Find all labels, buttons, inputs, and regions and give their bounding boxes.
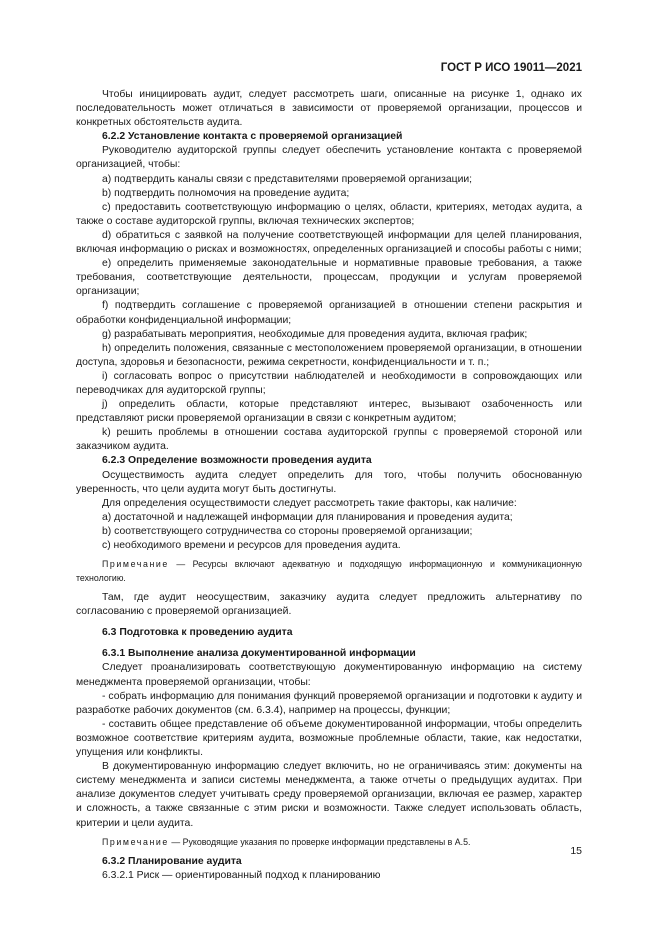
list-item: c) предоставить соответствующую информацию о целях, области, критериях, методах аудита, а также о составе аудиторской группы, включая технических экспертов; <box>76 201 582 227</box>
section-heading: 6.3.2 Планирование аудита <box>102 856 242 868</box>
list-item: b) подтвердить полномочия на проведение аудита; <box>102 187 350 199</box>
list-item: b) соответствующего сотрудничества со стороны проверяемой организации; <box>102 525 473 537</box>
spacer <box>76 619 582 626</box>
document-header: ГОСТ Р ИСО 19011—2021 <box>440 62 582 74</box>
paragraph: Там, где аудит неосуществим, заказчику аудита следует предложить альтернативу по согласованию с проверяемой организацией. <box>76 592 582 618</box>
list-item: i) согласовать вопрос о присутствии наблюдателей и необходимости в сопровождающих или переводчиках для аудиторской группы; <box>76 370 582 396</box>
page-number: 15 <box>570 845 582 857</box>
list-item: - составить общее представление об объеме документированной информации, чтобы определить возможное соответствие критериям аудита, возможные проблемные области, такие, как недостатки, упущения или конфликты. <box>76 718 582 759</box>
note-paragraph <box>76 558 582 585</box>
list-item: e) определить применяемые законодательные и нормативные правовые требования, а также требования, соответствующие деятельности, процессам, продукции и услугам проверяемой организации; <box>76 258 582 298</box>
list-item: f) подтвердить соглашение с проверяемой организацией в отношении степени раскрытия и обработки конфиденциальной информации; <box>76 300 582 326</box>
section-heading: 6.3 Подготовка к проведению аудита <box>102 627 293 639</box>
paragraph: Осуществимость аудита следует определить для того, чтобы получить обоснованную уверенность, что цели аудита могут быть достигнуты. <box>76 469 582 495</box>
section-heading: 6.2.3 Определение возможности проведения аудита <box>102 455 372 467</box>
list-item: c) необходимого времени и ресурсов для проведения аудита. <box>102 540 401 551</box>
paragraph: В документированную информацию следует включить, но не ограничиваясь этим: документы на систему менеджмента и записи системы менеджмента, а также отчеты о предыдущих аудитах. При анализе документов следует учитывать среду проверяемой организации, включая ее размер, характер и сложность, а также связанные с этим риски и возможности. Также следует использовать область, критерии и цели аудита. <box>76 761 582 829</box>
paragraph: Руководителю аудиторской группы следует обеспечить установление контакта с проверяемой организацией, чтобы: <box>76 145 582 171</box>
list-item: a) подтвердить каналы связи с представителями проверяемой организации; <box>102 173 473 185</box>
list-item: h) определить положения, связанные с местоположением проверяемой организации, в отношении доступа, здоровья и безопасности, режима секретности, конфиденциальности и т. п.; <box>76 342 582 368</box>
list-item: k) решить проблемы в отношении состава аудиторской группы с проверяемой стороной или заказчиком аудита. <box>76 427 582 453</box>
document-body <box>76 88 582 883</box>
paragraph: Для определения осуществимости следует рассмотреть такие факторы, как наличие: <box>102 497 517 509</box>
section-heading: 6.2.2 Установление контакта с проверяемой организацией <box>102 131 403 143</box>
list-item: a) достаточной и надлежащей информации для планирования и проведения аудита; <box>102 511 513 523</box>
paragraph: 6.3.2.1 Риск — ориентированный подход к планированию <box>102 870 381 882</box>
spacer <box>76 640 582 647</box>
list-item: d) обратиться с заявкой на получение соответствующей информации для целей планирования, включая информацию о рисках и возможностях, определенных организацией и способы работы с ними; <box>76 229 582 256</box>
section-heading: 6.3.1 Выполнение анализа документированной информации <box>102 648 416 660</box>
list-item: j) определить области, которые представляют интерес, вызывают озабоченность или представляют риски проверяемой организации в связи с конкретным аудитом; <box>76 399 582 425</box>
note-label: Примечание <box>102 836 169 847</box>
note-paragraph <box>76 836 582 850</box>
note-text: — Руководящие указания по проверке информации представлены в А.5. <box>168 836 471 847</box>
paragraph: Чтобы инициировать аудит, следует рассмотреть шаги, описанные на рисунке 1, однако их последовательность может отличаться в зависимости от проверяемой организации, процессов и конкретных обстоятельств аудита. <box>76 89 582 129</box>
list-item: g) разрабатывать мероприятия, необходимые для проведения аудита, включая график; <box>102 328 528 340</box>
note-label: Примечание <box>102 559 169 570</box>
note-text: — Ресурсы включают адекватную и подходящую информационную и коммуникационную технологию. <box>76 559 582 583</box>
list-item: - собрать информацию для понимания функций проверяемой организации и подготовки к аудиту и разработке рабочих документов (см. 6.3.4), например на процессы, функции; <box>76 690 582 716</box>
paragraph: Следует проанализировать соответствующую документированную информацию на систему менеджмента проверяемой организации, чтобы: <box>76 662 582 688</box>
